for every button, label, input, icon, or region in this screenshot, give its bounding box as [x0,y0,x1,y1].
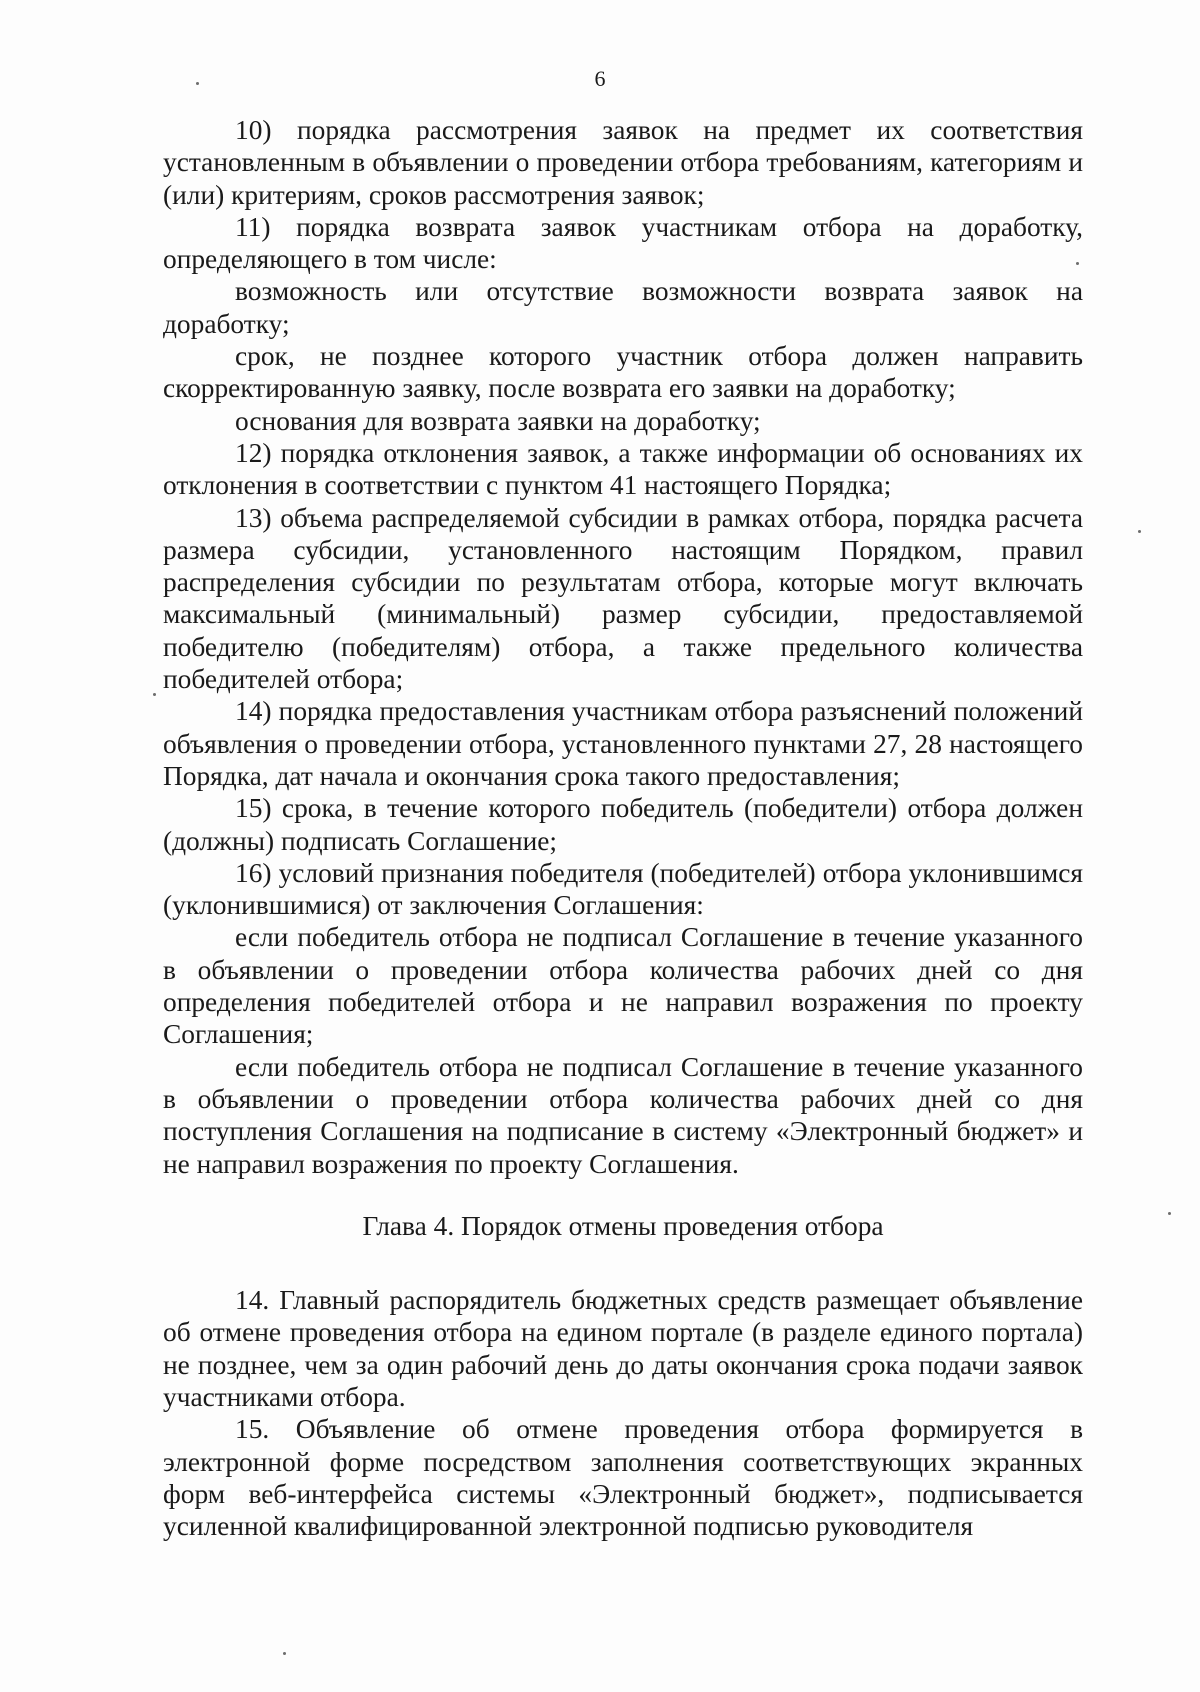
scan-speck [196,82,199,85]
list-item-11: 11) порядка возврата заявок участникам отбора на доработку, определяющего в том числе: [163,211,1083,275]
scan-speck [283,1652,286,1655]
scan-speck [1138,530,1141,533]
clause-14: 14. Главный распорядитель бюджетных средств размещает объявление об отмене проведения отбора на едином портале (в разделе единого портала) не позднее, чем за один рабочий день до даты окончания срока подачи заявок участниками отбора. [163,1285,1083,1412]
list-item-12: 12) порядка отклонения заявок, а также информации об основаниях их отклонения в соответствии с пунктом 41 настоящего Порядка; [163,437,1083,501]
list-item-13: 13) объема распределяемой субсидии в рамках отбора, порядка расчета размера субсидии, установленного настоящим Порядком, правил распределения субсидии по результатам отбора, которые могут включать максимальный (минимальный) размер субсидии, предоставляемой победителю (победителям) отбора, а также предельного количества победителей отбора; [163,502,1083,695]
scan-speck [153,693,156,696]
scan-speck [1076,262,1079,265]
list-item-14: 14) порядка предоставления участникам отбора разъяснений положений объявления о проведении отбора, установленного пунктами 27, 28 настоящего Порядка, дат начала и окончания срока такого предоставления; [163,696,1083,791]
document-body [163,114,1083,1542]
clause-15: 15. Объявление об отмене проведения отбора формируется в электронной форме посредством заполнения соответствующих экранных форм веб-интерфейса системы «Электронный бюджет», подписывается усиленной квалифицированной электронной подписью руководителя [163,1414,1083,1542]
chapter-heading: Глава 4. Порядок отмены проведения отбора [362,1210,884,1241]
list-item-11-sub-3: основания для возврата заявки на доработку; [235,405,761,436]
list-item-16-sub-2: если победитель отбора не подписал Соглашение в течение указанного в объявлении о проведении отбора количества рабочих дней со дня поступления Соглашения на подписание в систему «Электронный бюджет» и не направил возражения по проекту Соглашения. [163,1051,1083,1179]
list-item-11-sub-1: возможность или отсутствие возможности возврата заявок на доработку; [163,276,1083,339]
list-item-15: 15) срока, в течение которого победитель (победители) отбора должен (должны) подписать Соглашение; [163,793,1083,856]
list-item-11-sub-2: срок, не позднее которого участник отбора должен направить скорректированную заявку, после возврата его заявки на доработку; [163,341,1083,404]
page-number: 6 [594,66,606,91]
list-item-16-sub-1: если победитель отбора не подписал Соглашение в течение указанного в объявлении о проведении отбора количества рабочих дней со дня определения победителей отбора и не направил возражения по проекту Соглашения; [163,922,1083,1050]
list-item-10: 10) порядка рассмотрения заявок на предмет их соответствия установленным в объявлении о проведении отбора требованиям, категориям и (или) критериям, сроков рассмотрения заявок; [163,115,1083,210]
scan-speck [1168,1212,1171,1215]
list-item-16: 16) условий признания победителя (победителей) отбора уклонившимся (уклонившимися) от заключения Соглашения: [163,857,1083,921]
